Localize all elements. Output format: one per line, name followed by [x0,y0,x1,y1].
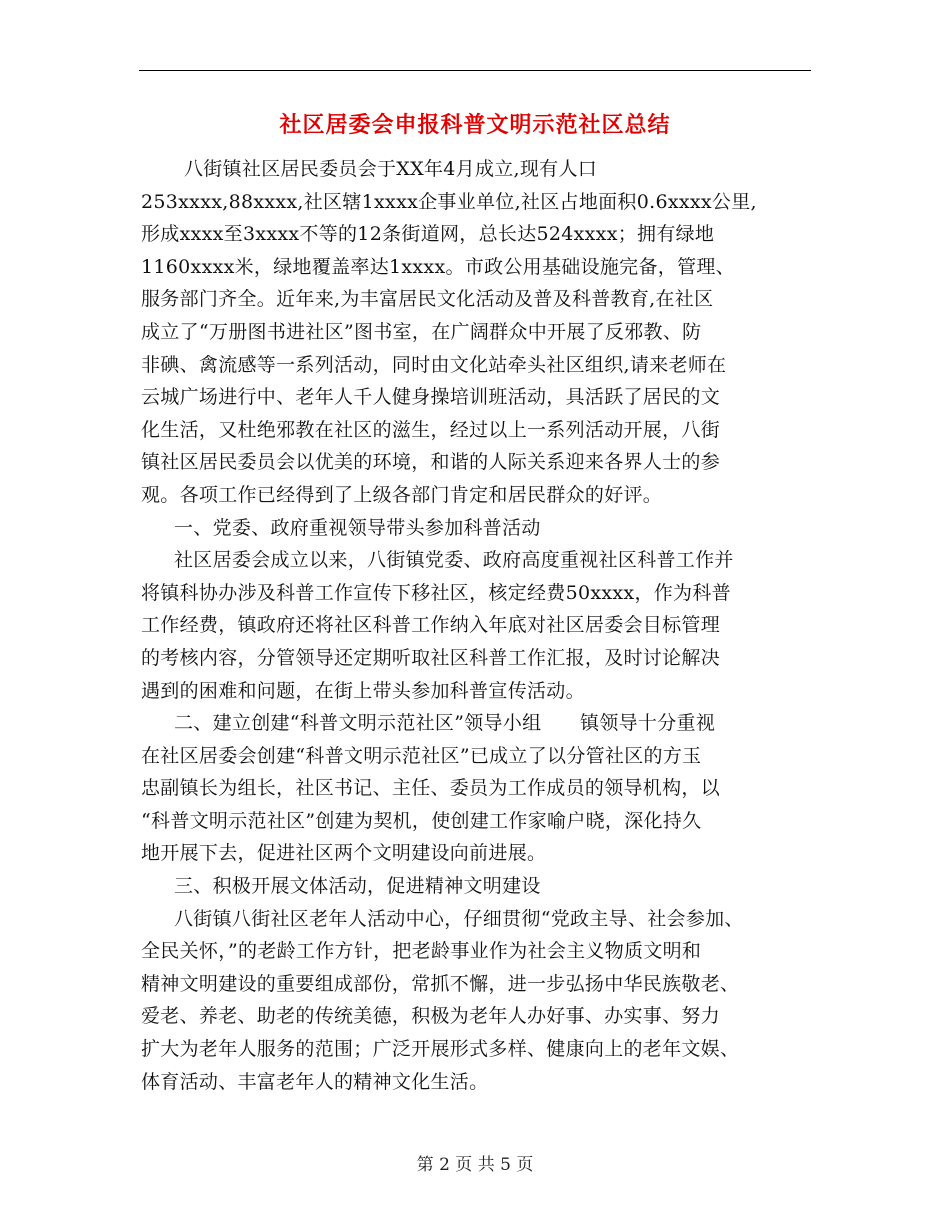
body-line: “科普文明示范社区”创建为契机，使创建工作家喻户晓，深化持久 [141,809,702,832]
body-line: 精神文明建设的重要组成部份，常抓不懈，进一步弘扬中华民族敬老、 [141,972,740,995]
section-heading-2: 二、建立创建“科普文明示范社区”领导小组 镇领导十分重视 [174,712,716,735]
document-title: 社区居委会申报科普文明示范社区总结 [279,112,671,138]
body-line: 镇社区居民委员会以优美的环境，和谐的人际关系迎来各界人士的参 [141,451,721,474]
section-heading-3: 三、积极开展文体活动，促进精神文明建设 [174,875,541,898]
body-line: 非碘、禽流感等一系列活动，同时由文化站牵头社区组织,请来老师在 [141,353,727,376]
body-line: 的考核内容，分管领导还定期听取社区科普工作汇报，及时讨论解决 [141,646,721,669]
section-heading-1: 一、党委、政府重视领导带头参加科普活动 [174,516,541,539]
body-line: 体育活动、丰富老年人的精神文化生活。 [141,1070,489,1093]
body-line: 扩大为老年人服务的范围；广泛开展形式多样、健康向上的老年文娱、 [141,1038,740,1061]
document-body [141,153,831,1098]
body-line: 观。各项工作已经得到了上级各部门肯定和居民群众的好评。 [141,483,663,506]
body-line: 爱老、养老、助老的传统美德，积极为老年人办好事、办实事、努力 [141,1005,721,1028]
body-line: 服务部门齐全。近年来,为丰富居民文化活动及普及科普教育,在社区 [141,288,714,311]
body-line: 八街镇社区居民委员会于XX年4月成立,现有人口 [184,158,598,180]
header-rule [139,70,811,71]
body-line: 八街镇八街社区老年人活动中心，仔细贯彻“党政主导、社会参加、 [174,907,744,930]
body-line: 社区居委会成立以来，八街镇党委、政府高度重视社区科普工作并 [174,549,734,572]
body-line: 化生活，又杜绝邪教在社区的滋生，经过以上一系列活动开展，八街 [141,418,721,441]
body-line: 形成xxxx至3xxxx不等的12条街道网，总长达524xxxx；拥有绿地 [141,223,715,246]
body-line: 253xxxx,88xxxx,社区辖1xxxx企事业单位,社区占地面积0.6xxxx公里, [141,190,757,213]
body-line: 成立了“万册图书进社区”图书室，在广阔群众中开展了反邪教、防 [141,320,702,343]
body-line: 将镇科协办涉及科普工作宣传下移社区，核定经费50xxxx，作为科普 [141,581,731,604]
page-footer: 第 2 页 共 5 页 [416,1155,534,1175]
body-line: 全民关怀，”的老龄工作方针，把老龄事业作为社会主义物质文明和 [141,940,702,963]
body-line: 地开展下去，促进社区两个文明建设向前进展。 [141,842,547,865]
body-line: 1160xxxx米，绿地覆盖率达1xxxx。市政公用基础设施完备，管理、 [141,255,735,278]
body-line: 在社区居委会创建“科普文明示范社区”已成立了以分管社区的方玉 [141,744,702,767]
body-line: 工作经费，镇政府还将社区科普工作纳入年底对社区居委会目标管理 [141,614,721,637]
body-line: 云城广场进行中、老年人千人健身操培训班活动，具活跃了居民的文 [141,386,721,409]
body-line: 忠副镇长为组长，社区书记、主任、委员为工作成员的领导机构，以 [141,777,721,800]
body-line: 遇到的困难和问题，在街上带头参加科普宣传活动。 [141,679,585,702]
